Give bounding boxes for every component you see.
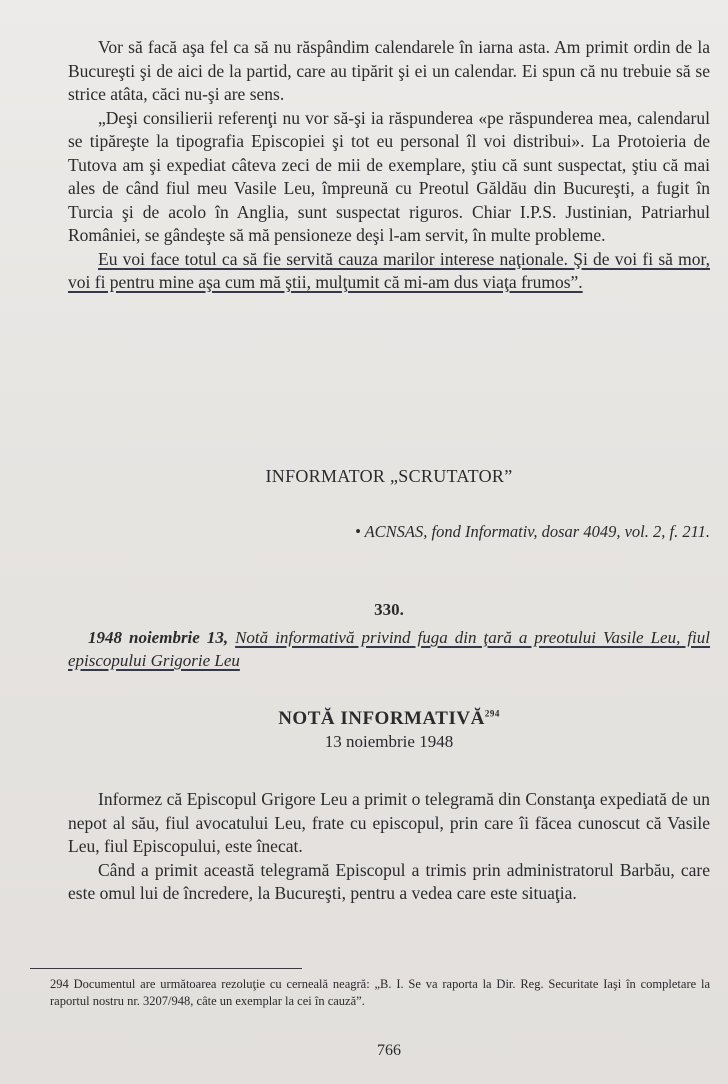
body-paragraph-2: Când a primit această telegramă Episcopul a trimis prin administratorul Barbău, care este omul lui de încredere, la Bucureşti, pentru a vedea care este situaţia. — [68, 859, 710, 903]
footnote-divider — [30, 968, 302, 969]
note-body — [68, 788, 710, 906]
source-block — [68, 522, 710, 542]
footnote-ref: 294 — [484, 708, 500, 719]
document-number: 330. — [374, 600, 404, 619]
paragraph-1: Vor să facă aşa fel ca să nu răspândim calendarele în iarna asta. Am primit ordin de la Bucureşti şi de aici de la partid, care au tipărit şi ei un calendar. Ei spun că nu trebuie să se strice atâta, căci nu-şi are sens. — [68, 37, 710, 104]
page-number: 766 — [377, 1042, 401, 1059]
note-date: 13 noiembrie 1948 — [324, 732, 454, 751]
informant-signature: INFORMATOR „SCRUTATOR” — [265, 466, 513, 486]
source-citation: • ACNSAS, fond Informativ, dosar 4049, vol. 2, f. 211. — [354, 522, 710, 541]
paragraph-2: „Deşi consilierii referenţi nu vor să-şi ia răspunderea «pe răspunderea mea, calendarul se tipăreşte la tipografia Episcopiei şi tot eu personal îl voi distribui». La Protoieria de Tutova am şi expediat câteva zeci de mii de exemplare, ştiu că sunt suspectat, ştiu că mai ales de când fiul meu Vasile Leu, împreună cu Preotul Găldău din Bucureşti, a fugit în Turcia şi de acolo în Anglia, sunt suspectat riguros. Chiar I.P.S. Justinian, Patriarhul României, se gândeşte să mă pensioneze deşi l-am servit, în multe probleme. — [68, 107, 710, 245]
page-number-block — [68, 1042, 710, 1060]
top-text — [68, 36, 710, 295]
note-heading-block — [68, 708, 710, 752]
document-header — [68, 600, 710, 672]
document-date: 1948 noiembrie 13, — [88, 628, 229, 647]
paragraph-underlined: Eu voi face totul ca să fie servită cauza marilor interese naţionale. Şi de voi fi să mor, voi fi pentru mine aşa cum mă ştii, mulţumit că mi-am dus viaţa frumos”. — [68, 248, 710, 292]
document-title: Notă informativă privind fuga din ţară a preotului Vasile Leu, fiul episcopului Grigorie Leu — [68, 628, 711, 670]
signature-block — [68, 466, 710, 487]
footnote-text: 294 Documentul are următoarea rezoluţie cu cerneală neagră: „B. I. Se va raporta la Dir. Reg. Securitate Iaşi în completare la raportul nostru nr. 3207/948, câte un exemplar la cei în cauză”. — [50, 977, 710, 1008]
note-heading: NOTĂ INFORMATIVĂ$^{294}$ — [278, 708, 500, 729]
body-paragraph-1: Informez că Episcopul Grigore Leu a primit o telegramă din Constanţa expediată de un nepot al său, fiul avocatului Leu, frate cu episcopul, prin care îi făcea cunoscut că Vasile Leu, fiul Episcopului, este înecat. — [68, 789, 710, 856]
document-caption — [68, 626, 710, 672]
footnote-block — [50, 976, 710, 1010]
